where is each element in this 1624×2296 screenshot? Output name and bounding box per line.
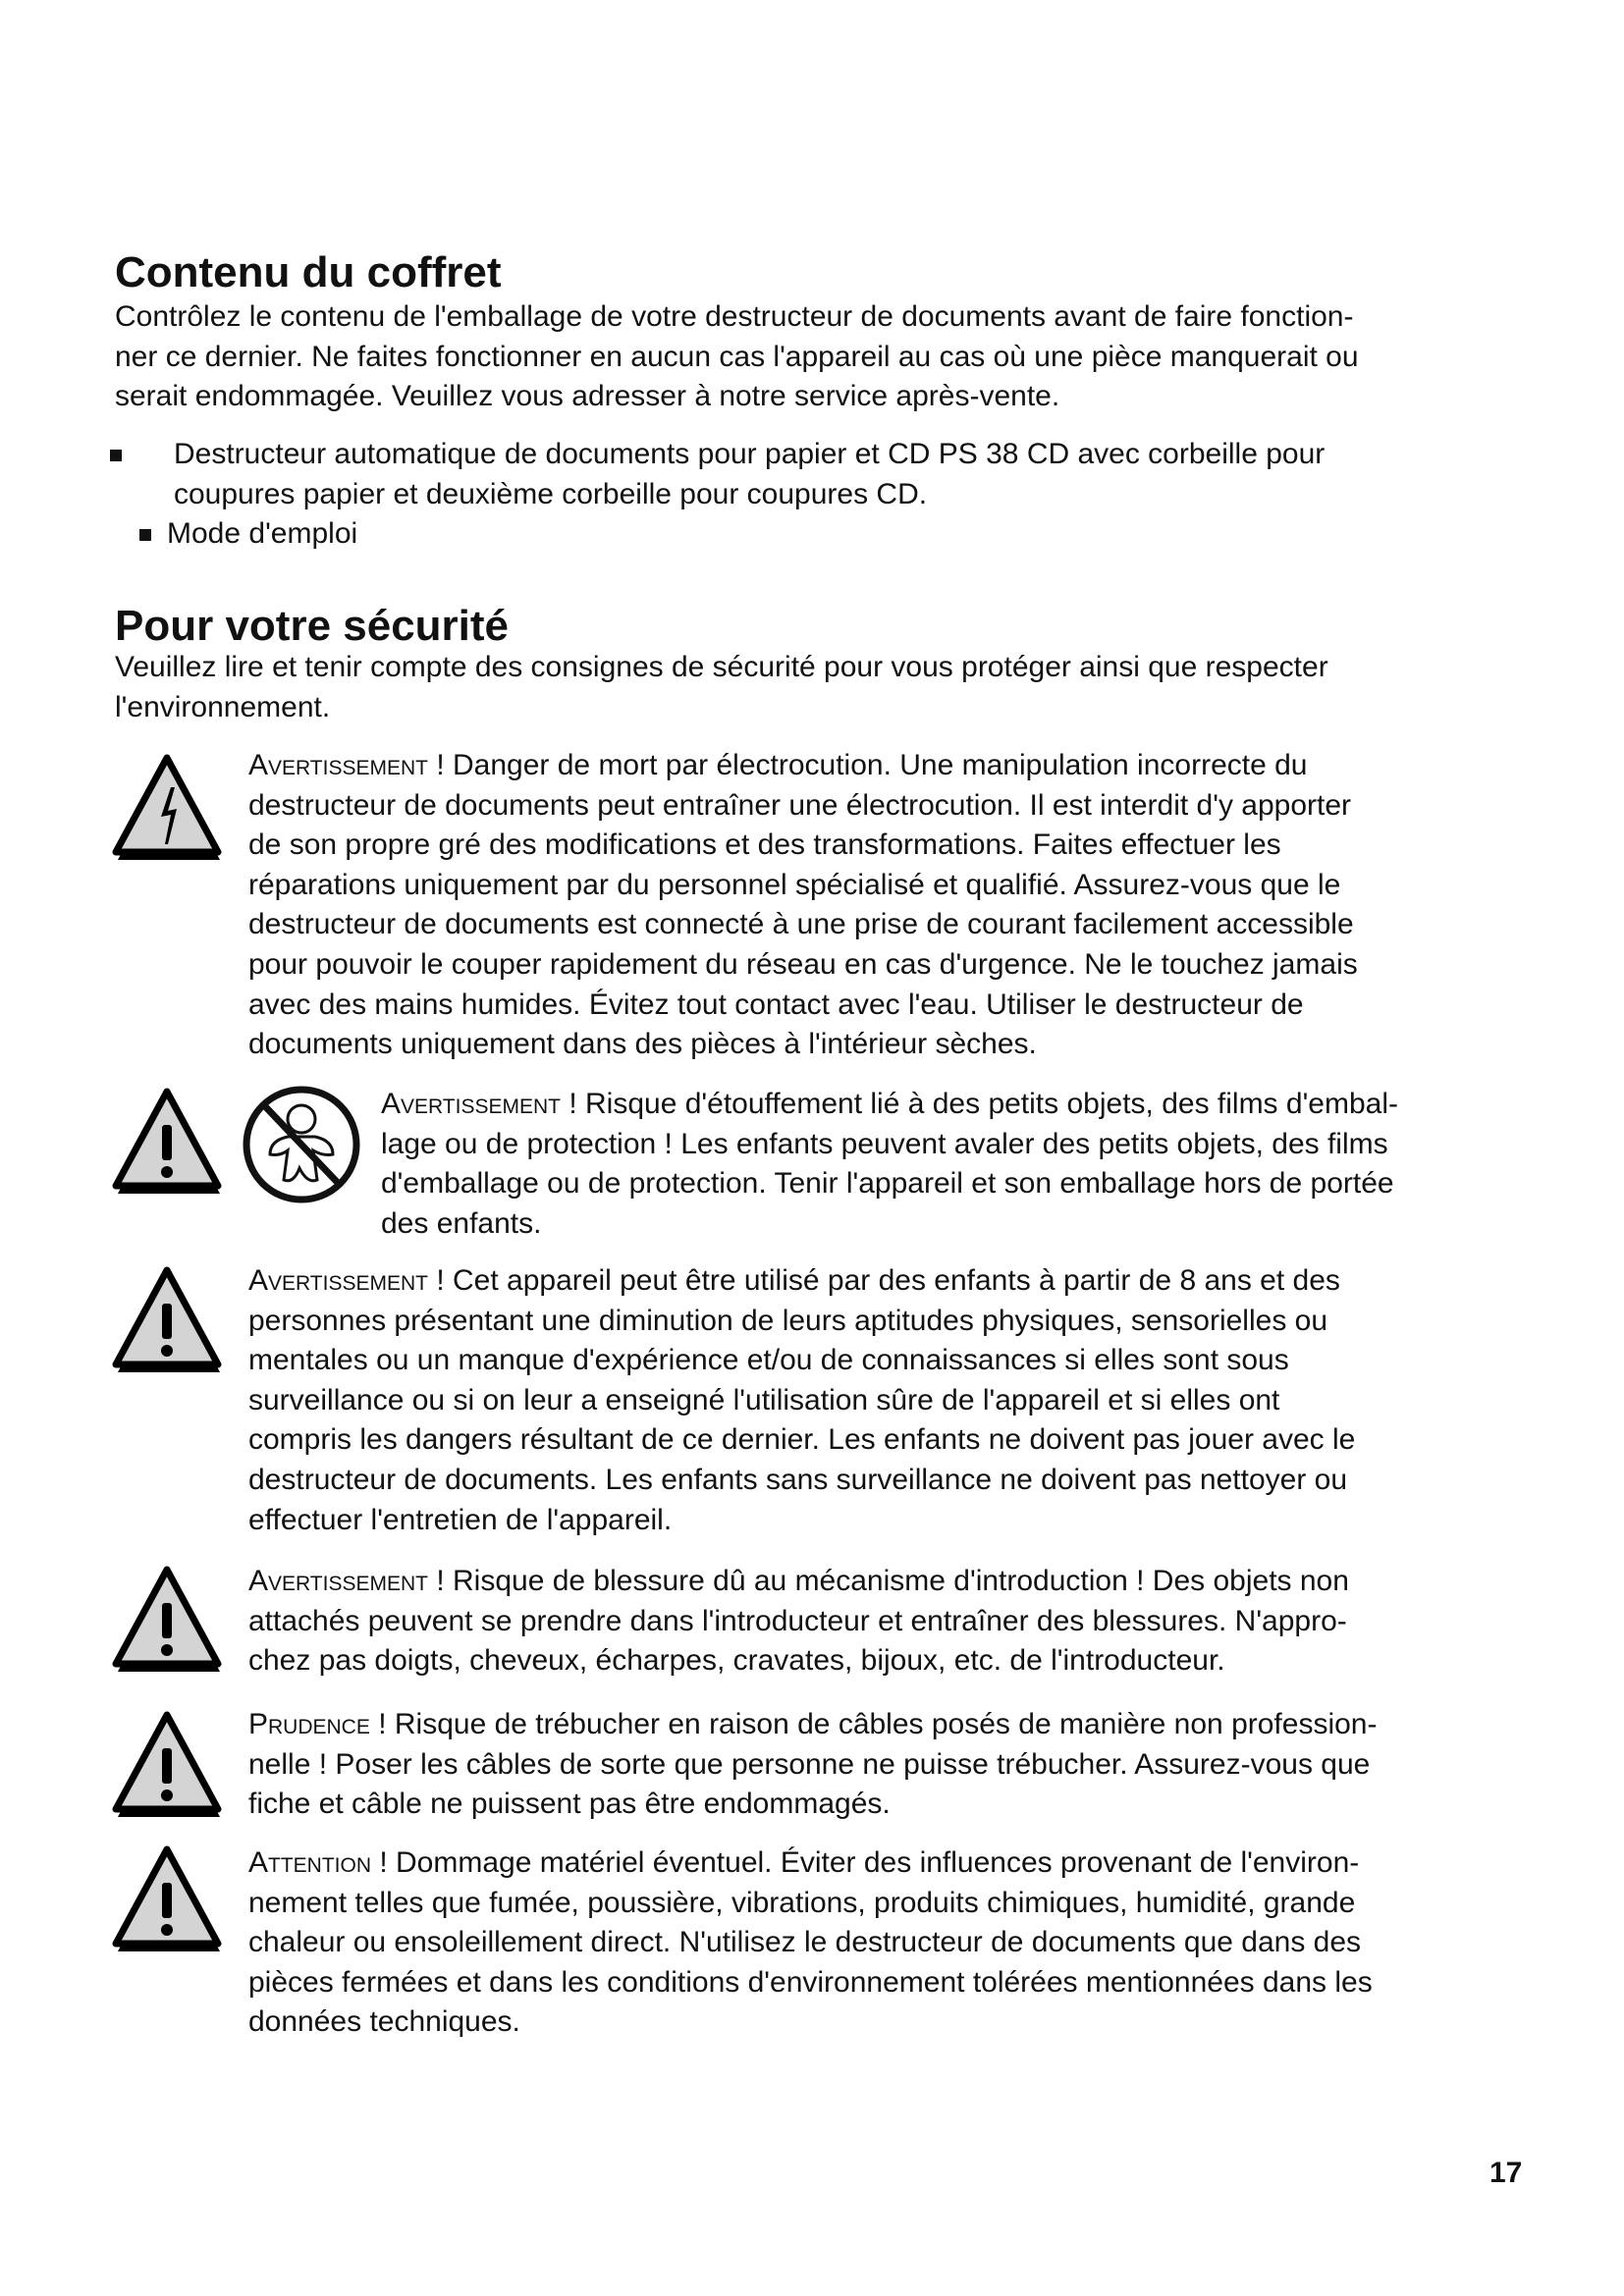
text-line: attachés peuvent se prendre dans l'introducteur et entraîner des blessures. N'appro- <box>248 1604 1347 1637</box>
text-line: compris les dangers résultant de ce dernier. Les enfants ne doivent pas jouer avec le <box>248 1423 1356 1457</box>
list-item <box>174 435 1325 514</box>
text-line: personnes présentant une diminution de leurs aptitudes physiques, sensorielles ou <box>248 1304 1328 1337</box>
text-line: chez pas doigts, cheveux, écharpes, cravates, bijoux, etc. de l'introducteur. <box>248 1644 1225 1678</box>
warning-children <box>248 1261 1355 1540</box>
text-line: Destructeur automatique de documents pour papier et CD PS 38 CD avec corbeille pour <box>174 438 1326 470</box>
warning-label: Avertissement <box>248 1565 428 1597</box>
text-line: chaleur ou ensoleillement direct. N'utilisez le destructeur de documents que dans des <box>248 1926 1362 1959</box>
text-line: ! Cet appareil peut être utilisé par des enfants à partir de 8 ans et des <box>428 1264 1340 1297</box>
attention-material-damage <box>248 1843 1373 2043</box>
warning-feed-mechanism <box>248 1562 1349 1682</box>
text-line: destructeur de documents. Les enfants sans surveillance ne doivent pas nettoyer ou <box>248 1463 1348 1496</box>
caution-tripping <box>248 1705 1377 1825</box>
text-line: nement telles que fumée, poussière, vibrations, produits chimiques, humidité, grande <box>248 1886 1356 1919</box>
bullet-icon <box>110 450 122 461</box>
choking-hazard-icon <box>241 1082 362 1207</box>
warning-label: Prudence <box>248 1708 370 1740</box>
text-line: destructeur de documents peut entraîner une électrocution. Il est interdit d'y apporter <box>248 788 1352 822</box>
electric-hazard-icon <box>112 754 226 864</box>
warning-label: Avertissement <box>381 1088 561 1120</box>
warning-label: Avertissement <box>248 1264 428 1297</box>
text-line: Veuillez lire et tenir compte des consignes de sécurité pour vous protéger ainsi que respecter <box>115 651 1328 683</box>
text-line: ! Risque d'étouffement lié à des petits objets, des films d'embal- <box>561 1088 1399 1120</box>
text-line: Mode d'emploi <box>167 517 358 550</box>
text-line: ! Danger de mort par électrocution. Une manipulation incorrecte du <box>428 749 1308 781</box>
warning-icon <box>112 1266 226 1376</box>
text-line: ner ce dernier. Ne faites fonctionner en aucun cas l'appareil au cas où une pièce manquerait ou <box>115 340 1359 373</box>
text-line: des enfants. <box>381 1206 542 1240</box>
safety-intro <box>115 648 1328 727</box>
warning-label: Attention <box>248 1846 371 1879</box>
section-title-safety: Pour votre sécurité <box>115 602 510 650</box>
text-line: mentales ou un manque d'expérience et/ou de connaissances si elles sont sous <box>248 1344 1289 1377</box>
box-contents-intro <box>115 297 1359 417</box>
text-line: ! Risque de blessure dû au mécanisme d'introduction ! Des objets non <box>428 1565 1349 1597</box>
text-line: nelle ! Poser les câbles de sorte que personne ne puisse trébucher. Assurez-vous que <box>248 1747 1371 1781</box>
text-line: lage ou de protection ! Les enfants peuvent avaler des petits objets, des films <box>381 1127 1388 1160</box>
text-line: fiche et câble ne puissent pas être endommagés. <box>248 1788 891 1821</box>
warning-electrocution <box>248 746 1358 1065</box>
text-line: pour pouvoir le couper rapidement du réseau en cas d'urgence. Ne le touchez jamais <box>248 947 1358 981</box>
text-line: d'emballage ou de protection. Tenir l'appareil et son emballage hors de portée <box>381 1167 1394 1201</box>
text-line: avec des mains humides. Évitez tout contact avec l'eau. Utiliser le destructeur de <box>248 988 1304 1021</box>
text-line: coupures papier et deuxième corbeille pour coupures CD. <box>174 477 928 510</box>
warning-icon <box>112 1711 226 1821</box>
text-line: effectuer l'entretien de l'appareil. <box>248 1503 673 1536</box>
warning-icon <box>112 1566 226 1676</box>
text-line: serait endommagée. Veuillez vous adresser à notre service après-vente. <box>115 380 1060 413</box>
warning-choking <box>381 1085 1398 1244</box>
text-line: documents uniquement dans des pièces à l'intérieur sèches. <box>248 1028 1037 1061</box>
text-line: Contrôlez le contenu de l'emballage de votre destructeur de documents avant de faire fonction- <box>115 300 1354 333</box>
text-line: réparations uniquement par du personnel spécialisé et qualifié. Assurez-vous que le <box>248 868 1341 901</box>
section-title-box-contents: Contenu du coffret <box>115 248 502 296</box>
list-item <box>167 514 357 555</box>
bullet-icon <box>139 529 151 541</box>
text-line: pièces fermées et dans les conditions d'environnement tolérées mentionnées dans les <box>248 1965 1373 1999</box>
warning-label: Avertissement <box>248 749 428 781</box>
text-line: de son propre gré des modifications et des transformations. Faites effectuer les <box>248 828 1281 862</box>
warning-icon <box>112 1088 226 1198</box>
text-line: l'environnement. <box>115 690 331 723</box>
text-line: ! Dommage matériel éventuel. Éviter des influences provenant de l'environ- <box>371 1846 1360 1879</box>
text-line: données techniques. <box>248 2005 520 2039</box>
text-line: surveillance ou si on leur a enseigné l'utilisation sûre de l'appareil et si elles ont <box>248 1383 1280 1416</box>
page-number: 17 <box>1489 2157 1523 2189</box>
text-line: ! Risque de trébucher en raison de câbles posés de manière non profession- <box>369 1708 1378 1740</box>
warning-icon <box>112 1845 226 1955</box>
text-line: destructeur de documents est connecté à une prise de courant facilement accessible <box>248 908 1354 941</box>
